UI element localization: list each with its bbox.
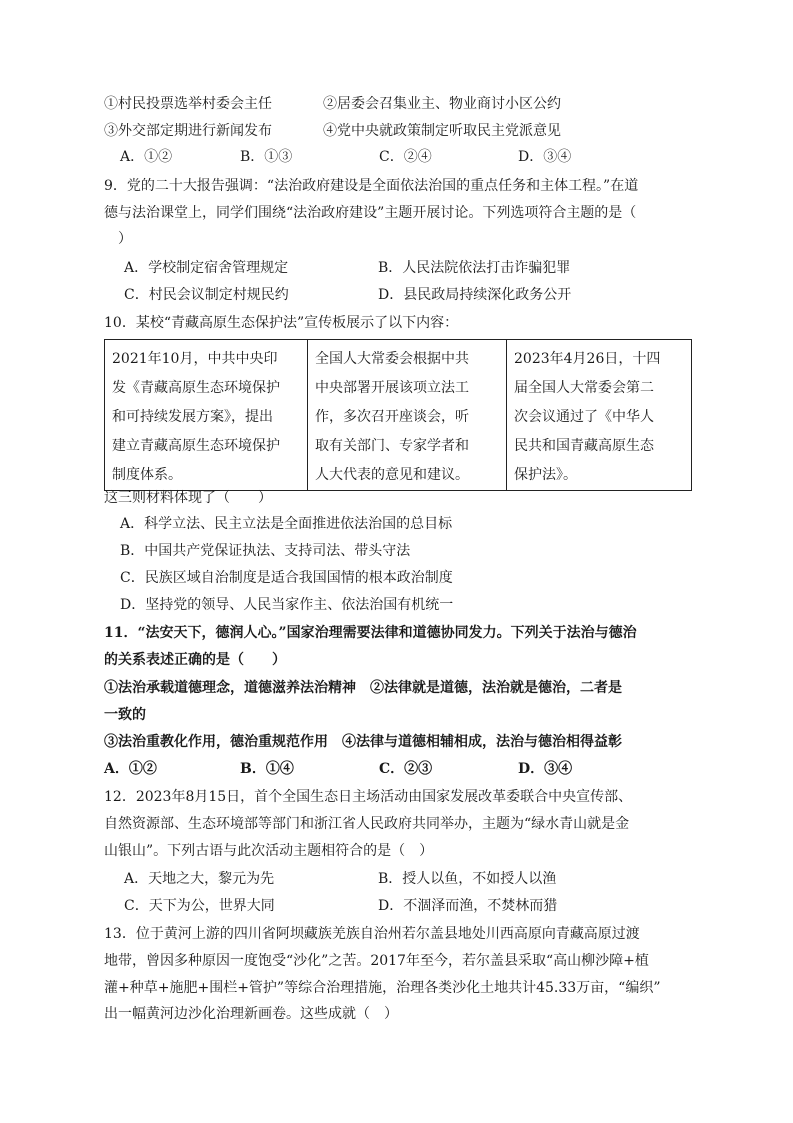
q12-stem-line2: 自然资源部、生态环境部等部门和浙江省人民政府共同举办，主题为“绿水青山就是金 [104,816,630,832]
q9-option-b: B．人民法院依法打击诈骗犯罪 [378,260,571,276]
q12-option-d: D．不涸泽而渔，不焚林而猎 [378,898,558,914]
q9-option-c: C．村民会议制定村规民约 [124,287,289,303]
q10-material-table [104,339,692,491]
q8-statement-3: ③外交部定期进行新闻发布 [104,123,272,139]
q9-stem-line2: 德与法治课堂上，同学们围绕“法治政府建设”主题开展讨论。下列选项符合主题的是（ [104,205,637,221]
q11-stem-line1: 11．“法安天下，德润人心。”国家治理需要法律和道德协同发力。下列关于法治与德治 [104,625,637,641]
q13-stem-line4: 出一幅黄河边沙化治理新画卷。这些成就（ ） [104,1006,398,1022]
q13-stem-line1: 13．位于黄河上游的四川省阿坝藏族羌族自治州若尔盖县地处川西高原向青藏高原过渡 [104,926,640,942]
q10-material-3: 2023年4月26日，十四 届全国人大常委会第二 次会议通过了《中华人 民共和国青藏高原生态 保护法》。 [507,340,692,491]
q8-option-a: A．①② [120,149,173,165]
q9-option-d: D．县民政局持续深化政务公开 [378,287,572,303]
q11-statement-line2: 一致的 [104,707,146,723]
q10-option-b: B．中国共产党保证执法、支持司法、带头守法 [120,543,411,559]
q9-stem-line3: ） [118,231,132,247]
q8-option-b: B．①③ [240,149,293,165]
q8-option-c: C．②④ [379,149,432,165]
q12-stem-line3: 山银山”。下列古语与此次活动主题相符合的是（ ） [104,843,434,859]
q13-stem-line2: 地带，曾因多种原因一度饱受“沙化”之苦。2017年至今，若尔盖县采取“高山柳沙障+植 [104,953,649,969]
q10-material-1: 2021年10月，中共中央印 发《青藏高原生态环境保护 和可持续发展方案》，提出 建立青藏高原生态环境保护 制度体系。 [105,340,308,491]
q11-option-a: A．①② [104,761,157,777]
q12-option-a: A．天地之大，黎元为先 [124,871,275,887]
q12-option-c: C．天下为公，世界大同 [124,898,275,914]
q8-option-d: D．③④ [518,149,572,165]
q11-statement-line1: ①法治承载道德理念，道德滋养法治精神 ②法律就是道德，法治就是德治，二者是 [104,680,622,696]
q11-option-c: C．②③ [379,761,433,777]
q10-option-c: C．民族区域自治制度是适合我国国情的根本政治制度 [120,570,453,586]
q11-option-b: B．①④ [240,761,294,777]
q11-statement-line3: ③法治重教化作用，德治重规范作用 ④法律与道德相辅相成，法治与德治相得益彰 [104,734,622,750]
q13-stem-line3: 灌+种草+施肥+围栏+管护”等综合治理措施，治理各类沙化土地共计45.33万亩，“编织” [104,980,661,996]
q10-stem: 10．某校“青藏高原生态保护法”宣传板展示了以下内容： [104,315,459,331]
q10-option-a: A．科学立法、民主立法是全面推进依法治国的总目标 [120,516,453,532]
q11-stem-line2: 的关系表述正确的是（ ） [104,652,286,668]
q8-statement-1: ①村民投票选举村委会主任 [104,96,272,112]
q9-option-a: A．学校制定宿舍管理规定 [124,260,289,276]
q11-option-d: D．③④ [518,761,573,777]
q8-statement-2: ②居委会召集业主、物业商讨小区公约 [323,96,561,112]
q9-stem-line1: 9．党的二十大报告强调：“法治政府建设是全面依法治国的重点任务和主体工程。”在道 [104,178,639,194]
q8-statement-4: ④党中央就政策制定听取民主党派意见 [323,123,561,139]
q10-material-2: 全国人大常委会根据中共 中央部署开展该项立法工 作，多次召开座谈会，听 取有关部门、专家学者和 人大代表的意见和建议。 [308,340,507,491]
q12-stem-line1: 12．2023年8月15日，首个全国生态日主场活动由国家发展改革委联合中央宣传部、 [104,789,633,805]
q10-option-d: D．坚持党的领导、人民当家作主、依法治国有机统一 [120,597,454,613]
q12-option-b: B．授人以鱼，不如授人以渔 [378,871,557,887]
q10-question: 这三则材料体现了（ ） [104,490,272,506]
